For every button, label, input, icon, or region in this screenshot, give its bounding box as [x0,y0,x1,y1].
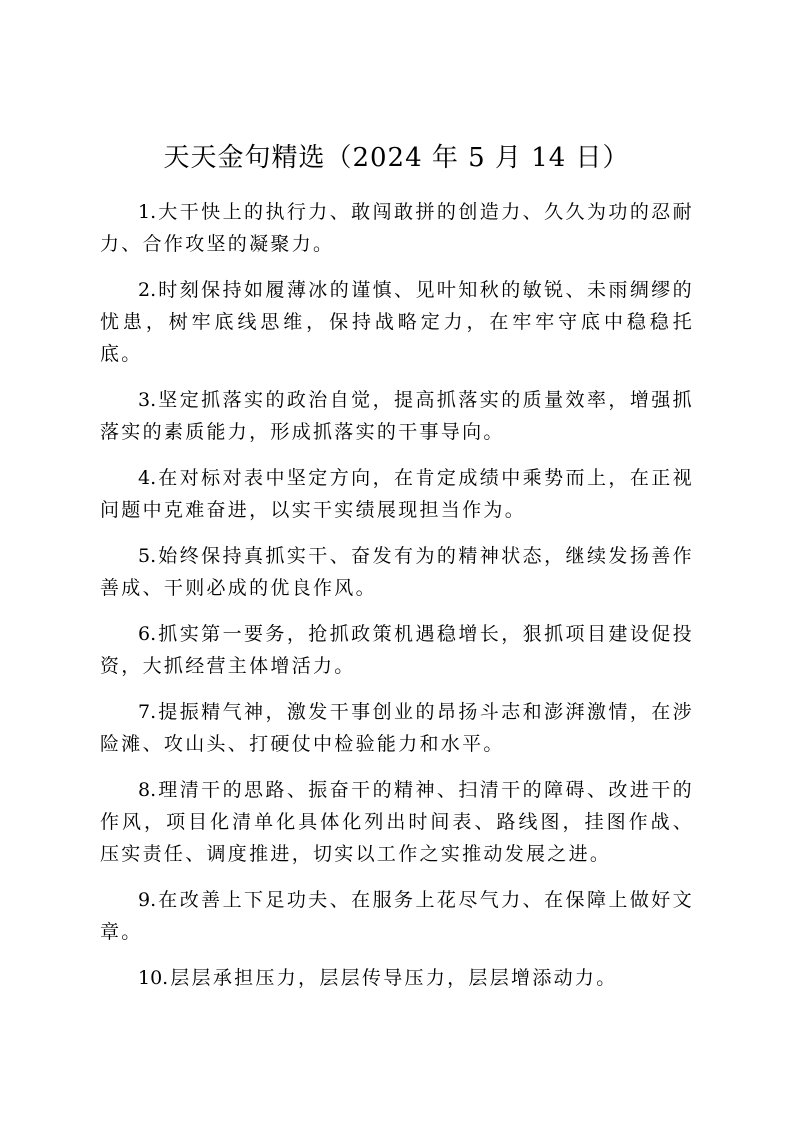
quote-item-3 [100,384,694,448]
quote-item-5 [100,540,694,604]
quote-number: 7. [138,701,157,723]
quote-number: 8. [138,779,157,801]
quote-text: 提振精气神，激发干事创业的昂扬斗志和澎湃激情，在涉险滩、攻山头、打硬仗中检验能力和水平。 [100,701,694,755]
quote-item-10 [100,962,694,994]
quote-text: 大干快上的执行力、敢闯敢拼的创造力、久久为功的忍耐力、合作攻坚的凝聚力。 [100,201,694,255]
quote-item-1 [100,196,694,260]
document-title: 天天金句精选（2024 年 5 月 14 日） [163,143,630,173]
quote-text: 在对标对表中坚定方向，在肯定成绩中乘势而上，在正视问题中克难奋进，以实干实绩展现担当作为。 [100,467,694,521]
quote-item-4 [100,462,694,526]
quote-item-8 [100,774,694,870]
quote-number: 10. [138,967,169,989]
quote-list [100,196,694,1008]
quote-text: 层层承担压力，层层传导压力，层层增添动力。 [170,967,618,989]
quote-text: 理清干的思路、振奋干的精神、扫清干的障碍、改进干的作风，项目化清单化具体化列出时间表、路线图，挂图作战、压实责任、调度推进，切实以工作之实推动发展之进。 [100,779,694,865]
quote-text: 时刻保持如履薄冰的谨慎、见叶知秋的敏锐、未雨绸缪的忧患，树牢底线思维，保持战略定力，在牢牢守底中稳稳托底。 [100,279,694,365]
quote-item-6 [100,618,694,682]
quote-text: 坚定抓落实的政治自觉，提高抓落实的质量效率，增强抓落实的素质能力，形成抓落实的干事导向。 [100,389,694,443]
quote-number: 9. [138,889,157,911]
quote-number: 3. [138,389,157,411]
quote-number: 4. [138,467,157,489]
quote-number: 2. [138,279,157,301]
quote-number: 5. [138,545,157,567]
quote-text: 始终保持真抓实干、奋发有为的精神状态，继续发扬善作善成、干则必成的优良作风。 [100,545,694,599]
quote-item-9 [100,884,694,948]
quote-text: 抓实第一要务，抢抓政策机遇稳增长，狠抓项目建设促投资，大抓经营主体增活力。 [100,623,694,677]
quote-text: 在改善上下足功夫、在服务上花尽气力、在保障上做好文章。 [100,889,694,943]
quote-number: 6. [138,623,157,645]
quote-number: 1. [138,201,157,223]
quote-item-2 [100,274,694,370]
quote-item-7 [100,696,694,760]
